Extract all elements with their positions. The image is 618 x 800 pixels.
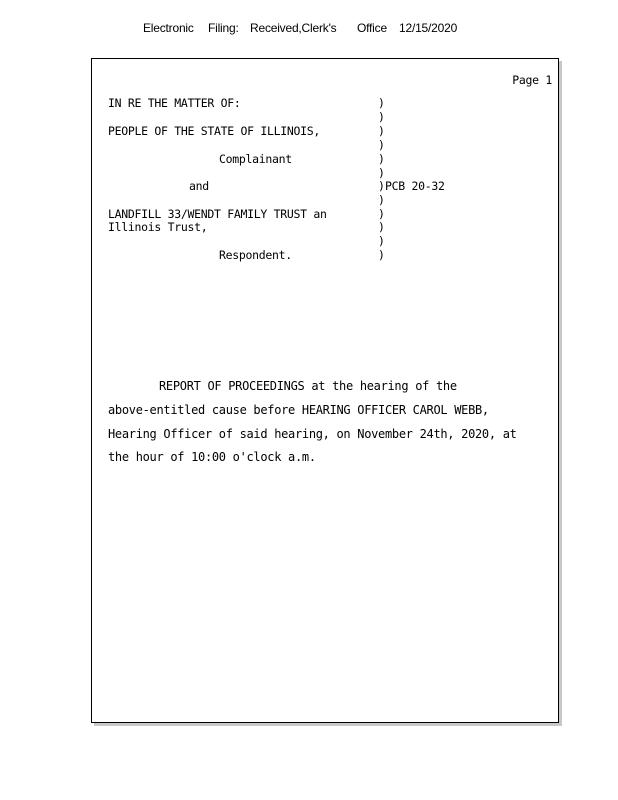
caption-defendant-line2: Illinois Trust, (108, 220, 208, 234)
proceedings-line-3: Hearing Officer of said hearing, on November 24th, 2020, at (108, 427, 517, 441)
caption-paren: ) (378, 207, 385, 221)
case-number: PCB 20-32 (385, 179, 445, 193)
caption-paren: ) (378, 124, 385, 138)
caption-paren: ) (378, 138, 385, 152)
caption-plaintiff: PEOPLE OF THE STATE OF ILLINOIS, (108, 124, 320, 138)
caption-defendant-role: Respondent. (219, 248, 292, 262)
caption-paren: ) (378, 152, 385, 166)
caption-paren: ) (378, 166, 385, 180)
caption-and: and (189, 179, 209, 193)
caption-paren: ) (378, 193, 385, 207)
transcript-page (91, 58, 559, 723)
caption-paren: ) (378, 234, 385, 248)
proceedings-line-4: the hour of 10:00 o'clock a.m. (108, 450, 316, 464)
proceedings-line-2: above-entitled cause before HEARING OFFICER CAROL WEBB, (108, 403, 489, 417)
caption-defendant-line1: LANDFILL 33/WENDT FAMILY TRUST an (108, 207, 327, 221)
proceedings-line-1: REPORT OF PROCEEDINGS at the hearing of the (159, 379, 457, 393)
electronic-filing-stamp (0, 21, 600, 37)
stamp-date: 12/15/2020 (399, 21, 458, 35)
caption-paren: ) (378, 248, 385, 262)
stamp-electronic: Electronic (143, 21, 194, 35)
caption-paren: ) (378, 179, 385, 193)
stamp-office: Office (357, 21, 387, 35)
caption-paren: ) (378, 96, 385, 110)
stamp-received-clerks: Received,Clerk's (250, 21, 337, 35)
stamp-filing: Filing: (208, 21, 239, 35)
caption-plaintiff-role: Complainant (219, 152, 292, 166)
page-number: Page 1 (512, 73, 552, 87)
caption-paren: ) (378, 110, 385, 124)
caption-in-re: IN RE THE MATTER OF: (108, 96, 241, 110)
caption-paren: ) (378, 220, 385, 234)
